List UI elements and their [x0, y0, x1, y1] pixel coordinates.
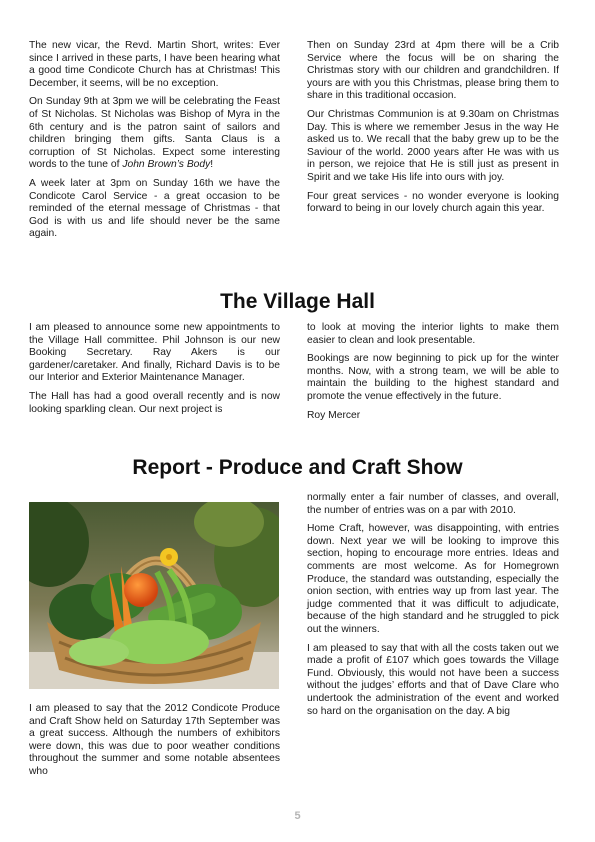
show-success-paragraph: I am pleased to say that the 2012 Condicote Produce and Craft Show held on Saturday 17th September was a great success. Although the numbers of exhibitors were down, this was due to poor weather conditions throughout the summer and some notable absentees who: [29, 703, 280, 777]
vegetable-basket-photo: [29, 502, 279, 689]
entries-paragraph: normally enter a fair number of classes, and overall, the number of entries was on a par with 2010.: [307, 492, 559, 516]
signature: Roy Mercer: [307, 409, 361, 421]
village-hall-left-column: [29, 322, 280, 416]
appointments-paragraph: I am pleased to announce some new appointments to the Village Hall committee. Phil Johnson is our new Booking Secretary. Ray Akers is our gardener/caretaker. And finally, Richard Davis is to be our Interior and Exterior Maintenance Manager.: [29, 322, 280, 384]
vicar-intro-paragraph: The new vicar, the Revd. Martin Short, writes: Ever since I arrived in these parts, I have been hearing what a good time Condicote Church has at Christmas! This December, it seems, will be no exception.: [29, 40, 280, 89]
village-hall-right-column: [307, 322, 559, 422]
village-hall-heading: The Village Hall: [220, 290, 375, 313]
interior-lights-paragraph: to look at moving the interior lights to make them easier to clean and look presentable.: [307, 322, 559, 346]
st-nicholas-text: On Sunday 9th at 3pm we will be celebrating the Feast of St Nicholas. St Nicholas was Bishop of Myra in the 6th century and is the patron saint of sailors and children bringing them gifts. Santa Claus is a corruption of St Nicholas. Expect some interesting words to the tune of: [29, 96, 280, 171]
vicar-letter-right-column: [307, 40, 559, 216]
carol-service-paragraph: A week later at 3pm on Sunday 16th we have the Condicote Carol Service - a great occasion to be reminded of the eternal message of Christmas - that God is with us and life should never be the same again.: [29, 177, 280, 240]
christmas-communion-paragraph: Our Christmas Communion is at 9.30am on Christmas Day. This is where we remember Jesus in the way He asked us to. We recall that the baby grew up to be the Saviour of the world. 2000 years after He was with us in person, we rejoice that He is still just as present in Spirit and we take His life into ours with joy.: [307, 108, 559, 183]
crib-service-paragraph: Then on Sunday 23rd at 4pm there will be a Crib Service where the focus will be on sharing the Christmas story with our children and grandchildren. If yours are with you this Christmas, please bring them to share in this traditional occasion.: [307, 40, 559, 102]
produce-show-right-column: [307, 492, 559, 718]
home-craft-paragraph: Home Craft, however, was disappointing, with entries down. Next year we will be looking to improve this section, hoping to encourage more entries. Ideas and comments are most welcome. As for Homegrown Produce, the standard was outstanding, especially the onion section, with entries way up from last year. The judge commented that it was difficult to adjudicate, because of the high standard and he struggled to pick out the winners.: [307, 523, 559, 635]
tune-end: !: [210, 159, 214, 171]
hall-overall-paragraph: The Hall has had a good overall recently and is now looking sparkling clean. Our next project is: [29, 390, 280, 415]
bookings-paragraph: Bookings are now beginning to pick up for the winter months. Now, with a strong team, we will be able to maintain the building to the highest standard and promote the venue effectively in the future.: [307, 353, 559, 402]
produce-show-left-column: [29, 703, 280, 779]
produce-show-heading: Report - Produce and Craft Show: [132, 456, 463, 479]
page-number: 5: [294, 810, 301, 822]
vicar-letter-left-column: [29, 40, 280, 241]
st-nicholas-paragraph: [29, 96, 280, 172]
four-services-paragraph: Four great services - no wonder everyone is looking forward to being in our lovely church again this year.: [307, 190, 559, 215]
tune-title: John Brown’s Body: [122, 159, 211, 171]
profit-paragraph: I am pleased to say that with all the costs taken out we made a profit of £107 which goes towards the Village Fund. Obviously, this would not have been a success without the judges’ efforts and that of Dave Clare who undertook the administration of the event and worked so hard on the organisation on the day. A big: [307, 642, 559, 717]
